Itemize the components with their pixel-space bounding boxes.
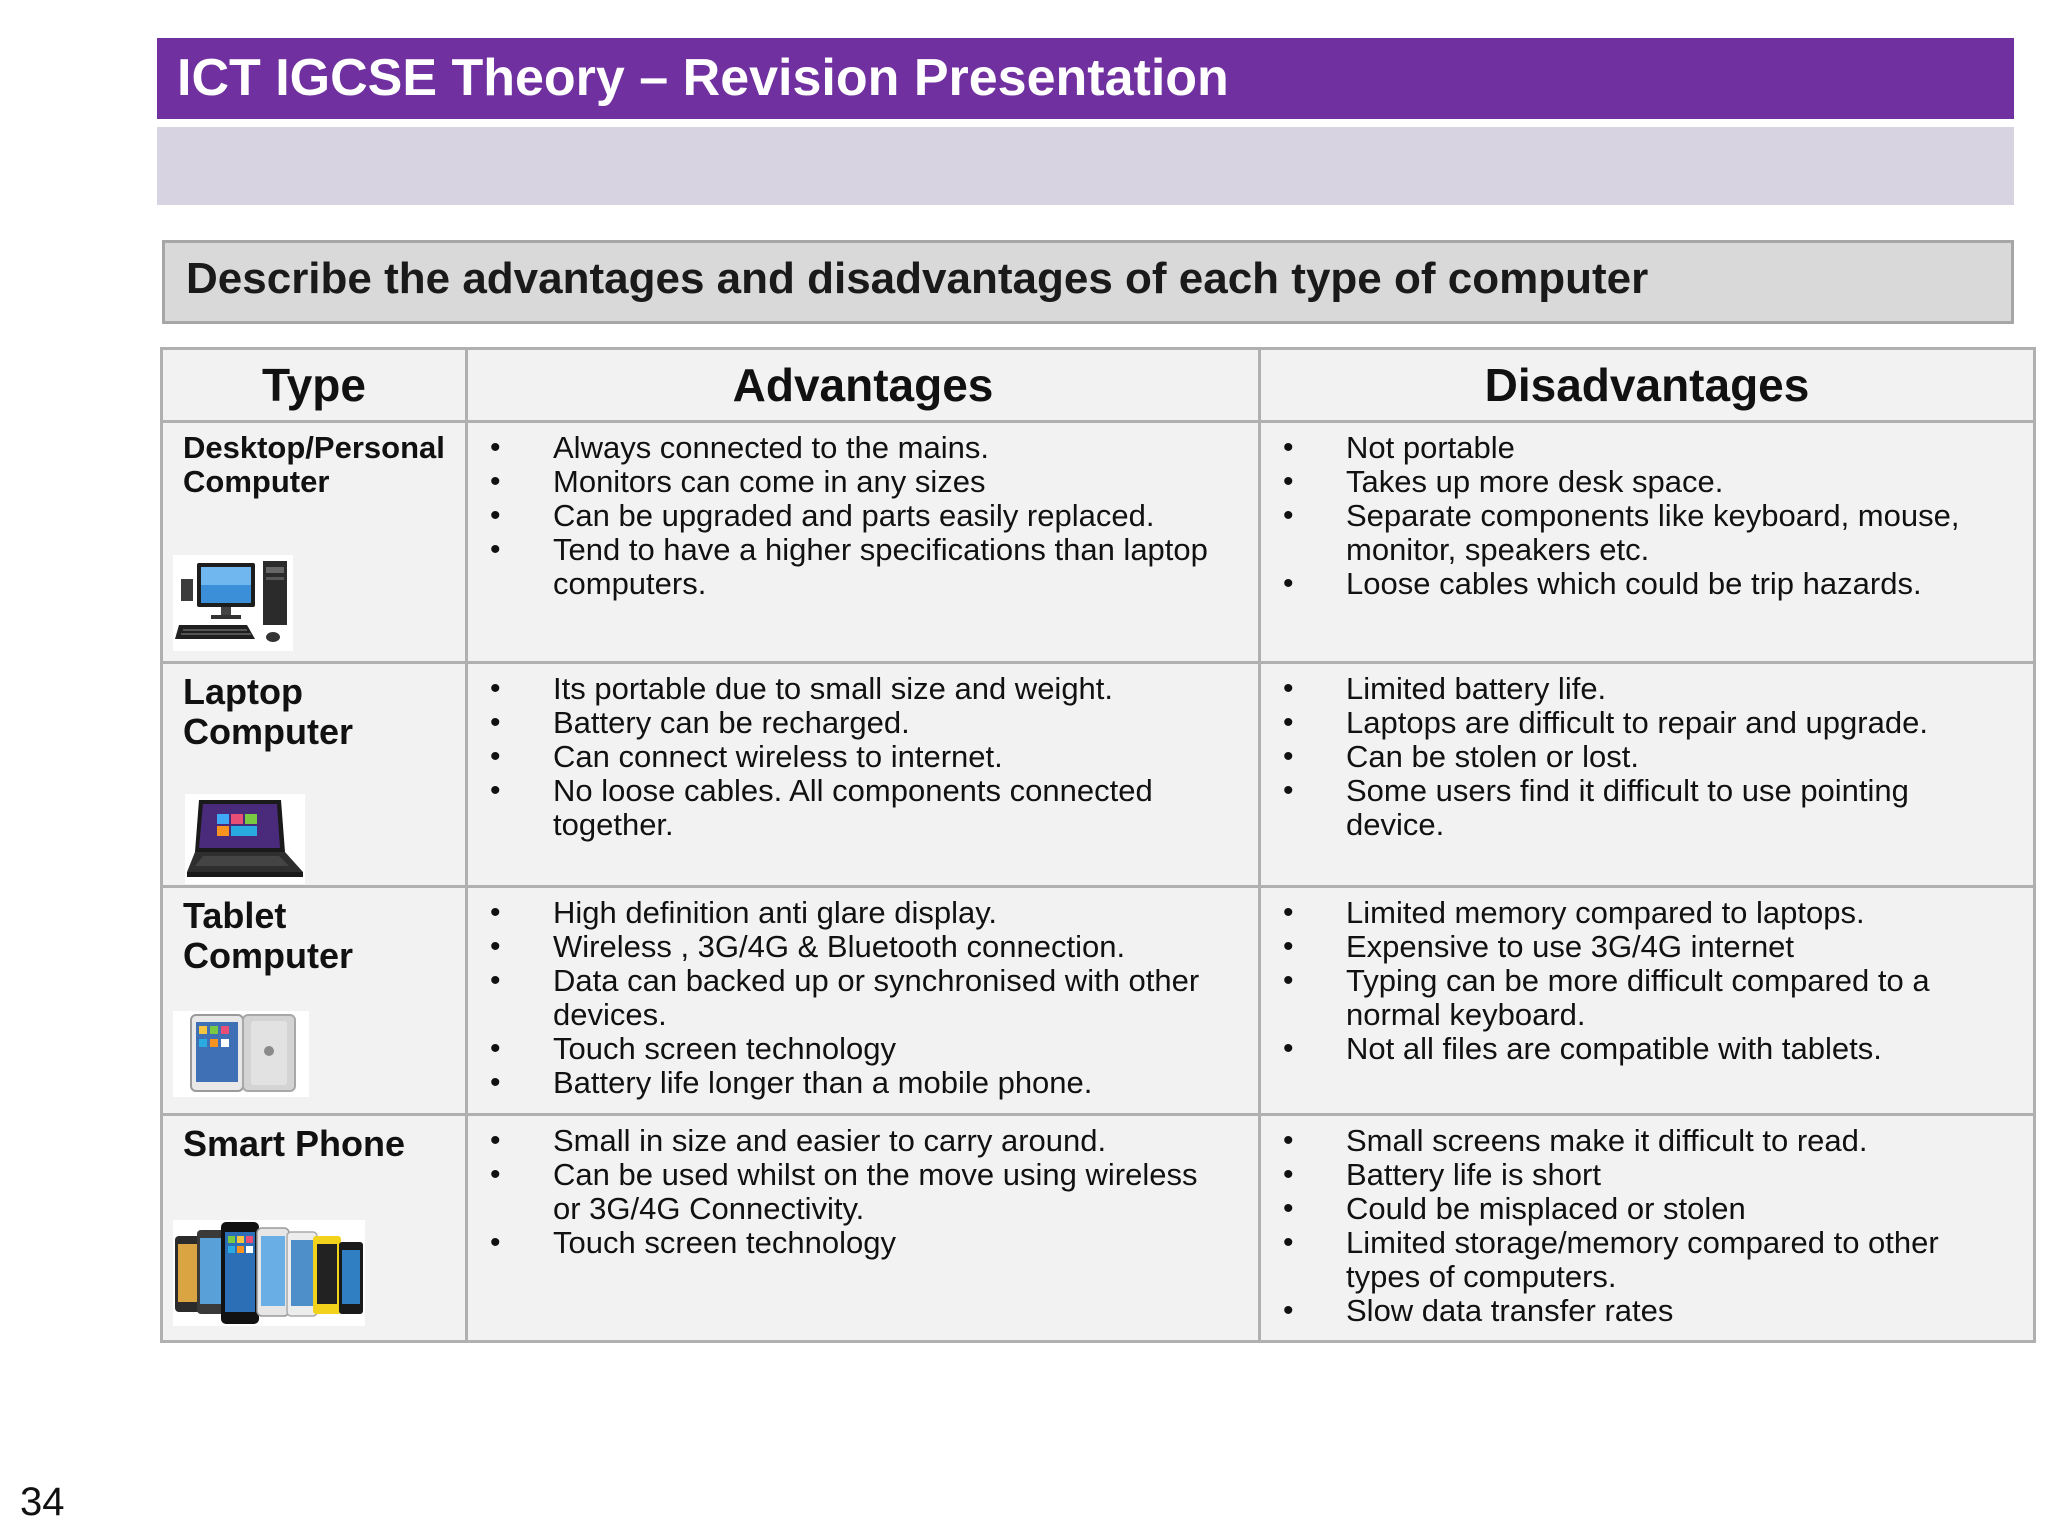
- table-header-row: [162, 349, 2035, 422]
- type-cell-smartphone: [162, 1115, 467, 1342]
- advantages-cell: [467, 663, 1260, 887]
- list-item: • Small in size and easier to carry around.: [468, 1124, 1228, 1158]
- list-item: • Touch screen technology: [468, 1032, 1228, 1066]
- list-item: • Some users find it difficult to use pointing device.: [1261, 774, 2003, 842]
- list-item: • Can be stolen or lost.: [1261, 740, 2003, 774]
- list-item: • Limited battery life.: [1261, 672, 2003, 706]
- advantages-cell: [467, 887, 1260, 1115]
- type-cell-desktop: [162, 422, 467, 663]
- comparison-table: [160, 347, 2036, 1343]
- table-row: [162, 663, 2035, 887]
- list-item: • Battery life is short: [1261, 1158, 2003, 1192]
- list-item: • Tend to have a higher specifications than laptop computers.: [468, 533, 1228, 601]
- disadvantages-cell: [1260, 1115, 2035, 1342]
- list-item: • Data can backed up or synchronised with other devices.: [468, 964, 1228, 1032]
- list-item: • Battery life longer than a mobile phone.: [468, 1066, 1228, 1100]
- subtitle-band: [157, 127, 2014, 205]
- list-item: • Loose cables which could be trip hazards.: [1261, 567, 2003, 601]
- list-item: • Slow data transfer rates: [1261, 1294, 2003, 1328]
- list-item: • Typing can be more difficult compared to a normal keyboard.: [1261, 964, 2003, 1032]
- header-type: Type: [162, 349, 467, 422]
- list-item: • Takes up more desk space.: [1261, 465, 2003, 499]
- table-row: [162, 887, 2035, 1115]
- disadvantages-cell: [1260, 887, 2035, 1115]
- list-item: • Separate components like keyboard, mouse, monitor, speakers etc.: [1261, 499, 2003, 567]
- type-label-line1: Laptop: [183, 671, 303, 712]
- table-row: [162, 1115, 2035, 1342]
- type-cell-tablet: [162, 887, 467, 1115]
- list-item: • Always connected to the mains.: [468, 431, 1228, 465]
- page-number: 34: [20, 1480, 65, 1524]
- table-row: [162, 422, 2035, 663]
- disadvantages-cell: [1260, 663, 2035, 887]
- type-label-line1: Tablet: [183, 895, 287, 936]
- desktop-computer-icon: [173, 555, 293, 651]
- advantages-cell: [467, 422, 1260, 663]
- list-item: • Battery can be recharged.: [468, 706, 1228, 740]
- smartphones-icon: [173, 1220, 365, 1326]
- list-item: • Expensive to use 3G/4G internet: [1261, 930, 2003, 964]
- list-item: • Can be upgraded and parts easily replaced.: [468, 499, 1228, 533]
- list-item: • Not portable: [1261, 431, 2003, 465]
- laptop-icon: [185, 794, 305, 884]
- list-item: • No loose cables. All components connected together.: [468, 774, 1228, 842]
- list-item: • Could be misplaced or stolen: [1261, 1192, 2003, 1226]
- type-label-line2: Computer: [183, 464, 330, 499]
- list-item: • Its portable due to small size and weight.: [468, 672, 1228, 706]
- list-item: • Can be used whilst on the move using wireless or 3G/4G Connectivity.: [468, 1158, 1228, 1226]
- type-label-line1: Smart Phone: [183, 1123, 406, 1164]
- list-item: • Small screens make it difficult to read.: [1261, 1124, 2003, 1158]
- list-item: • Wireless , 3G/4G & Bluetooth connection.: [468, 930, 1228, 964]
- slide-title: ICT IGCSE Theory – Revision Presentation: [157, 38, 2014, 119]
- list-item: • Limited memory compared to laptops.: [1261, 896, 2003, 930]
- type-label-line2: Computer: [183, 711, 353, 752]
- question-prompt: Describe the advantages and disadvantages of each type of computer: [162, 240, 2014, 324]
- list-item: • Touch screen technology: [468, 1226, 1228, 1260]
- list-item: • Laptops are difficult to repair and upgrade.: [1261, 706, 2003, 740]
- advantages-cell: [467, 1115, 1260, 1342]
- disadvantages-cell: [1260, 422, 2035, 663]
- header-disadvantages: Disadvantages: [1260, 349, 2035, 422]
- list-item: • Can connect wireless to internet.: [468, 740, 1228, 774]
- type-label-line1: Desktop/Personal: [183, 430, 445, 465]
- type-label-line2: Computer: [183, 935, 353, 976]
- list-item: • Not all files are compatible with tablets.: [1261, 1032, 2003, 1066]
- tablet-icon: [173, 1011, 309, 1097]
- header-advantages: Advantages: [467, 349, 1260, 422]
- list-item: • High definition anti glare display.: [468, 896, 1228, 930]
- type-cell-laptop: [162, 663, 467, 887]
- list-item: • Monitors can come in any sizes: [468, 465, 1228, 499]
- list-item: • Limited storage/memory compared to other types of computers.: [1261, 1226, 2003, 1294]
